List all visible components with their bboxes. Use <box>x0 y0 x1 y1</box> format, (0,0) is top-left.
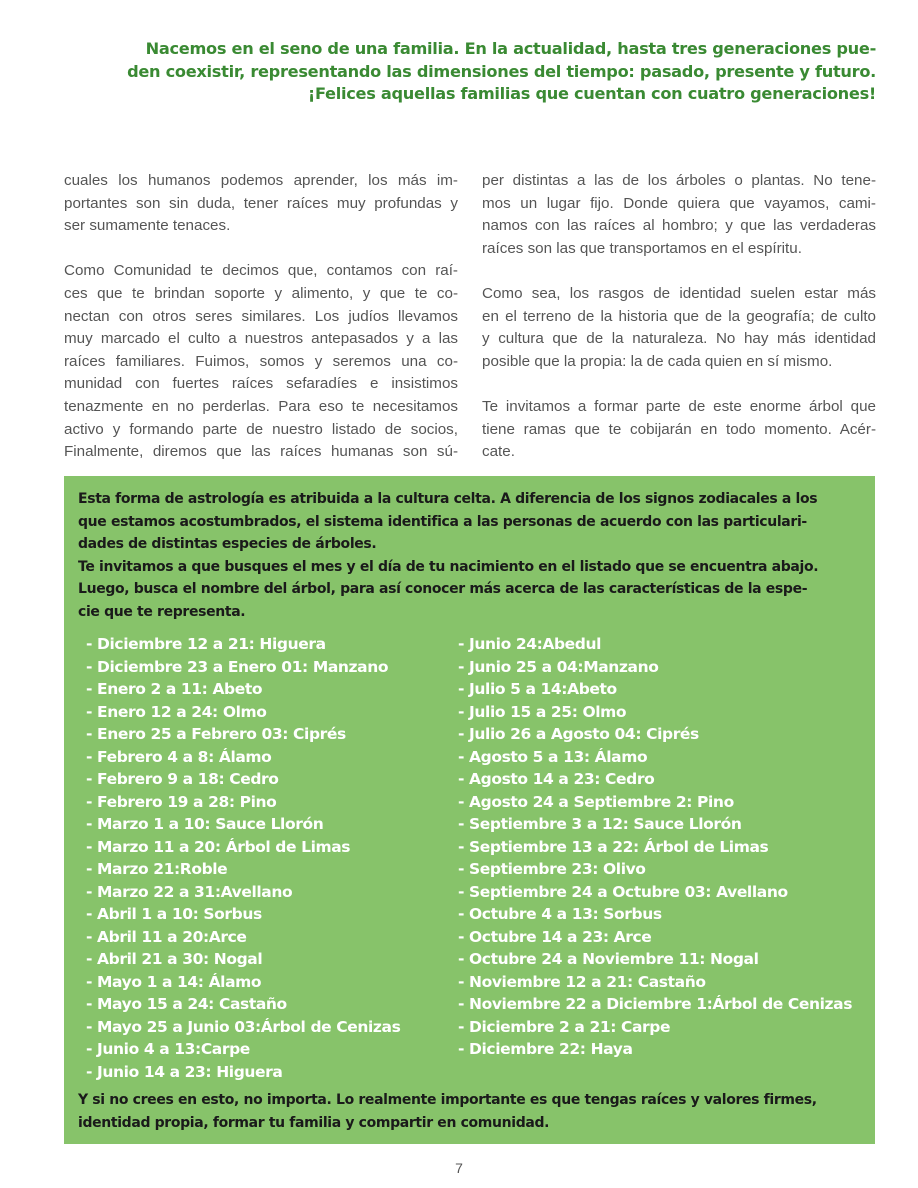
box-intro-line: dades de distintas especies de árboles. <box>78 536 377 552</box>
tree-list-item: - Febrero 4 a 8: Álamo <box>86 747 272 766</box>
tree-list-item: - Noviembre 22 a Diciembre 1:Árbol de Cenizas <box>458 995 853 1013</box>
tree-list-item: - Abril 21 a 30: Nogal <box>86 950 263 968</box>
celtic-tree-astrology-box <box>64 476 875 1144</box>
tree-list-item: - Julio 5 a 14:Abeto <box>458 680 617 698</box>
tree-list-item: - Octubre 14 a 23: Arce <box>458 927 652 946</box>
paragraph <box>482 283 876 373</box>
tree-list-item: - Enero 12 a 24: Olmo <box>86 702 267 721</box>
text-line: y cultura que de la naturaleza. No hay más identidad <box>482 330 876 348</box>
text-line: ces que te brindan soporte y alimento, y que te co- <box>64 284 458 302</box>
text-line: namos con las raíces al hombro; y que las verdaderas <box>482 217 876 235</box>
box-intro-line: Te invitamos a que busques el mes y el día de tu nacimiento en el listado que se encuentra abajo. <box>78 558 819 575</box>
tree-list-item: - Septiembre 3 a 12: Sauce Llorón <box>458 815 742 833</box>
box-closing-line: Y si no crees en esto, no importa. Lo realmente importante es que tengas raíces y valores firmes, <box>78 1092 817 1108</box>
paragraph <box>64 260 458 463</box>
text-line: tenazmente en no perderlas. Para eso te necesitamos <box>64 397 458 415</box>
page-number: 7 <box>455 1160 463 1176</box>
tree-list-item: - Septiembre 23: Olivo <box>458 860 646 878</box>
tree-list-item: - Agosto 14 a 23: Cedro <box>458 770 655 788</box>
text-line: Como Comunidad te decimos que, contamos con raí- <box>64 262 458 280</box>
tree-list-item: - Septiembre 13 a 22: Árbol de Limas <box>458 837 769 856</box>
tree-list-item: - Octubre 4 a 13: Sorbus <box>458 905 662 923</box>
text-line: Finalmente, diremos que las raíces humanas son sú- <box>64 443 458 461</box>
tree-list-item: - Mayo 25 a Junio 03:Árbol de Cenizas <box>86 1017 401 1036</box>
tree-date-lists <box>78 633 861 1085</box>
box-closing-text <box>78 1089 861 1134</box>
tree-list-item: - Julio 15 a 25: Olmo <box>458 702 627 721</box>
text-line: ser sumamente tenaces. <box>64 217 231 235</box>
paragraph <box>482 170 876 260</box>
tree-list-item: - Abril 1 a 10: Sorbus <box>86 905 262 923</box>
tree-list-item: - Mayo 1 a 14: Álamo <box>86 972 262 991</box>
text-line: raíces son las que transportamos en el espíritu. <box>482 239 802 257</box>
right-text-column <box>482 170 876 486</box>
tree-list-item: - Diciembre 22: Haya <box>458 1040 633 1058</box>
tree-list-item: - Junio 14 a 23: Higuera <box>86 1062 283 1081</box>
tree-list-right <box>458 633 852 1061</box>
box-intro-line: que estamos acostumbrados, el sistema identifica a las personas de acuerdo con las particulari- <box>78 513 807 530</box>
tree-list-item: - Enero 25 a Febrero 03: Ciprés <box>86 725 346 743</box>
box-intro-line: Esta forma de astrología es atribuida a la cultura celta. A diferencia de los signos zodiacales a los <box>78 491 818 507</box>
tree-list-item: - Agosto 5 a 13: Álamo <box>458 747 648 766</box>
tree-list-item: - Julio 26 a Agosto 04: Ciprés <box>458 725 699 743</box>
intro-quote-line: den coexistir, representando las dimensiones del tiempo: pasado, presente y futuro. <box>127 61 876 81</box>
tree-list-item: - Marzo 1 a 10: Sauce Llorón <box>86 815 324 833</box>
tree-list-item: - Junio 25 a 04:Manzano <box>458 657 659 676</box>
text-line: muy marcado el culto a nuestros antepasados y a las <box>64 330 458 348</box>
tree-list-item: - Agosto 24 a Septiembre 2: Pino <box>458 792 734 811</box>
tree-list-item: - Marzo 21:Roble <box>86 860 228 878</box>
tree-list-item: - Octubre 24 a Noviembre 11: Nogal <box>458 950 759 968</box>
text-line: activo y formando parte de nuestro listado de socios, <box>64 420 458 438</box>
text-line: raíces familiares. Fuimos, somos y seremos una co- <box>64 352 458 370</box>
tree-list-item: - Marzo 11 a 20: Árbol de Limas <box>86 837 351 856</box>
text-line: mos un lugar fijo. Donde quiera que vayamos, cami- <box>482 194 876 212</box>
tree-list-item: - Febrero 9 a 18: Cedro <box>86 770 279 788</box>
intro-quote <box>120 38 876 106</box>
tree-list-item: - Marzo 22 a 31:Avellano <box>86 882 293 901</box>
text-line: portantes son sin duda, tener raíces muy profundas y <box>64 194 458 212</box>
text-line: munidad con fuertes raíces sefaradíes e insistimos <box>64 375 458 393</box>
tree-list-item: - Febrero 19 a 28: Pino <box>86 792 277 811</box>
text-line: posible que la propia: la de cada quien en sí mismo. <box>482 352 833 370</box>
tree-list-item: - Junio 24:Abedul <box>458 635 602 653</box>
tree-list-item: - Enero 2 a 11: Abeto <box>86 680 263 698</box>
intro-quote-line: Nacemos en el seno de una familia. En la actualidad, hasta tres generaciones pue- <box>145 39 876 58</box>
tree-list-item: - Junio 4 a 13:Carpe <box>86 1040 250 1058</box>
text-line: Te invitamos a formar parte de este enorme árbol que <box>482 397 876 415</box>
paragraph <box>64 170 458 238</box>
text-line: en el terreno de la historia que de la geografía; de culto <box>482 307 876 325</box>
tree-list-item: - Mayo 15 a 24: Castaño <box>86 995 287 1013</box>
box-intro-line: Luego, busca el nombre del árbol, para así conocer más acerca de las características de la espe- <box>78 581 808 597</box>
tree-list-item: - Abril 11 a 20:Arce <box>86 927 247 946</box>
tree-list-item: - Noviembre 12 a 21: Castaño <box>458 972 706 991</box>
tree-list-item: - Diciembre 23 a Enero 01: Manzano <box>86 657 389 676</box>
tree-list-left <box>86 633 400 1083</box>
text-line: tiene ramas que te cobijarán en todo momento. Acér- <box>482 420 876 438</box>
text-line: per distintas a las de los árboles o plantas. No tene- <box>482 172 876 189</box>
text-line: cuales los humanos podemos aprender, los más im- <box>64 172 458 189</box>
box-intro-text <box>78 488 861 623</box>
left-text-column <box>64 170 458 486</box>
box-closing-line: identidad propia, formar tu familia y compartir en comunidad. <box>78 1114 550 1131</box>
tree-list-item: - Septiembre 24 a Octubre 03: Avellano <box>458 882 788 901</box>
intro-quote-line: ¡Felices aquellas familias que cuentan con cuatro generaciones! <box>307 84 876 103</box>
tree-list-item: - Diciembre 2 a 21: Carpe <box>458 1017 671 1036</box>
paragraph <box>482 396 876 464</box>
text-line: Como sea, los rasgos de identidad suelen estar más <box>482 284 876 302</box>
text-line: cate. <box>482 443 515 461</box>
box-intro-line: cie que te representa. <box>78 603 246 620</box>
text-line: nectan con otros seres similares. Los judíos llevamos <box>64 307 458 325</box>
tree-list-item: - Diciembre 12 a 21: Higuera <box>86 635 326 653</box>
